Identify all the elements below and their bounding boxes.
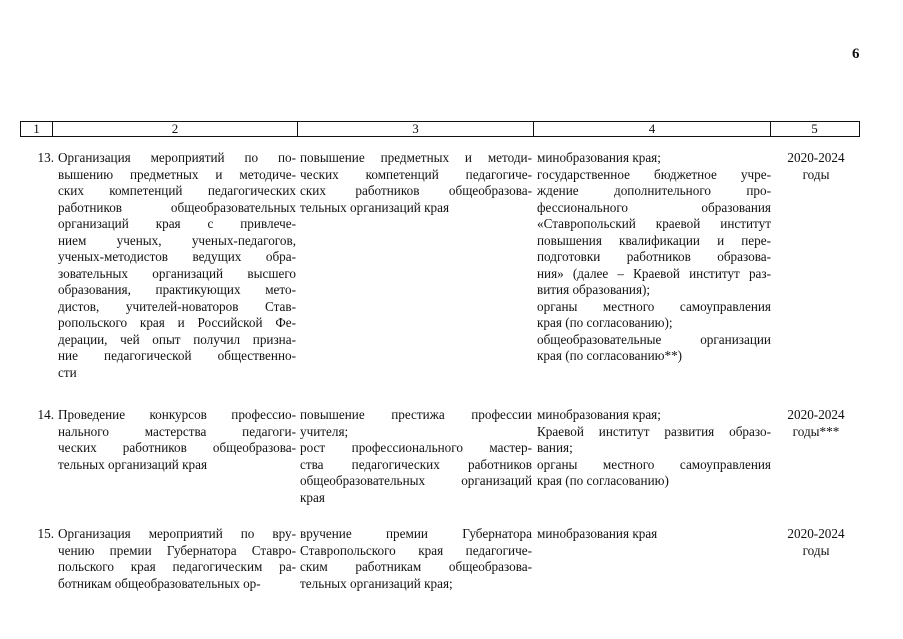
text-line: нием ученых, ученых-педагогов, [58, 232, 296, 248]
text-line: тельных организаций края; [300, 575, 453, 591]
header-col-2: 2 [53, 122, 298, 136]
text-line: ученых-методистов ведущих обра- [58, 249, 296, 264]
text-line: повышение предметных и методи- [300, 150, 532, 165]
text-line: вышению предметных и методиче- [58, 166, 296, 182]
table-header [20, 121, 860, 137]
text-line: годы*** [792, 423, 840, 439]
text-line: образования, практикующих мето- [58, 282, 296, 297]
row-responsible [537, 407, 771, 490]
text-line: дерации, чей опыт получил призна- [58, 331, 296, 347]
text-line: Краевой институт развития образо- [537, 423, 771, 439]
text-line: ботникам общеобразовательных ор- [58, 575, 261, 591]
row-number: 14. [37, 407, 54, 422]
text-line: организаций края с привлече- [58, 216, 296, 231]
text-line: рост профессионального мастер- [300, 440, 532, 455]
text-line: тельных организаций края [58, 456, 208, 472]
text-line: Ставропольского края педагогиче- [300, 542, 532, 558]
text-line: ским работникам общеобразова- [300, 559, 532, 574]
row-period [772, 150, 860, 183]
page-number: 6 [852, 46, 860, 62]
row-expected-result [300, 150, 532, 216]
row-number: 13. [37, 150, 54, 165]
header-col-4: 4 [534, 122, 771, 136]
text-line: тельных организаций края [300, 199, 450, 215]
header-col-1: 1 [21, 122, 53, 136]
text-line: учителя; [300, 423, 349, 439]
row-expected-result [300, 526, 532, 592]
text-line: минобразования края [537, 526, 658, 541]
text-line: ских работников общеобразова- [300, 183, 532, 198]
text-line: ние педагогической общественно- [58, 348, 296, 363]
text-line: чению премии Губернатора Ставро- [58, 542, 296, 558]
text-line: годы [802, 542, 830, 558]
text-line: «Ставропольский краевой институт [537, 216, 771, 231]
text-line: ческих компетенций педагогиче- [300, 166, 532, 182]
text-line: работников общеобразовательных [58, 199, 296, 215]
text-line: нального мастерства педагоги- [58, 423, 296, 439]
row-event-name [58, 526, 296, 592]
text-line: общеобразовательных организаций [300, 473, 532, 488]
text-line: края (по согласованию**) [537, 348, 683, 363]
text-line: ропольского края и Российской Фе- [58, 315, 296, 330]
text-line: Проведение конкурсов профессио- [58, 407, 296, 422]
text-line: польского края педагогическим ра- [58, 559, 296, 574]
text-line: Организация мероприятий по по- [58, 150, 296, 165]
text-line: общеобразовательные организации [537, 331, 771, 347]
row-event-name [58, 407, 296, 473]
text-line: повышения квалификации и пере- [537, 232, 771, 248]
row-expected-result [300, 407, 532, 506]
text-line: годы [802, 166, 830, 182]
row-period [772, 407, 860, 440]
row-number: 15. [37, 526, 54, 541]
text-line: 2020-2024 [787, 150, 845, 165]
text-line: сти [58, 364, 77, 380]
text-line: Организация мероприятий по вру- [58, 526, 296, 541]
text-line: ния» (далее – Краевой институт раз- [537, 265, 771, 281]
row-responsible [537, 526, 771, 543]
text-line: 2020-2024 [787, 407, 845, 422]
row-event-name [58, 150, 296, 381]
text-line: края (по согласованию) [537, 473, 669, 488]
text-line: вручение премии Губернатора [300, 526, 532, 541]
row-period [772, 526, 860, 559]
text-line: ства педагогических работников [300, 456, 532, 472]
text-line: минобразования края; [537, 150, 661, 165]
text-line: ждение дополнительного про- [537, 183, 771, 198]
text-line: повышение престижа профессии [300, 407, 532, 422]
text-line: ских компетенций педагогических [58, 183, 296, 198]
text-line: 2020-2024 [787, 526, 845, 541]
text-line: государственное бюджетное учре- [537, 166, 771, 182]
text-line: края (по согласованию); [537, 315, 673, 330]
text-line: подготовки работников образова- [537, 249, 771, 264]
text-line: вания; [537, 440, 573, 455]
text-line: края [300, 489, 325, 505]
text-line: минобразования края; [537, 407, 661, 422]
text-line: зовательных организаций высшего [58, 265, 296, 281]
row-responsible [537, 150, 771, 365]
text-line: вития образования); [537, 282, 651, 297]
text-line: дистов, учителей-новаторов Став- [58, 298, 296, 314]
header-col-5: 5 [811, 121, 818, 136]
text-line: фессионального образования [537, 199, 771, 215]
text-line: органы местного самоуправления [537, 298, 771, 314]
text-line: органы местного самоуправления [537, 456, 771, 472]
text-line: ческих работников общеобразова- [58, 440, 296, 455]
header-col-3: 3 [298, 122, 534, 136]
